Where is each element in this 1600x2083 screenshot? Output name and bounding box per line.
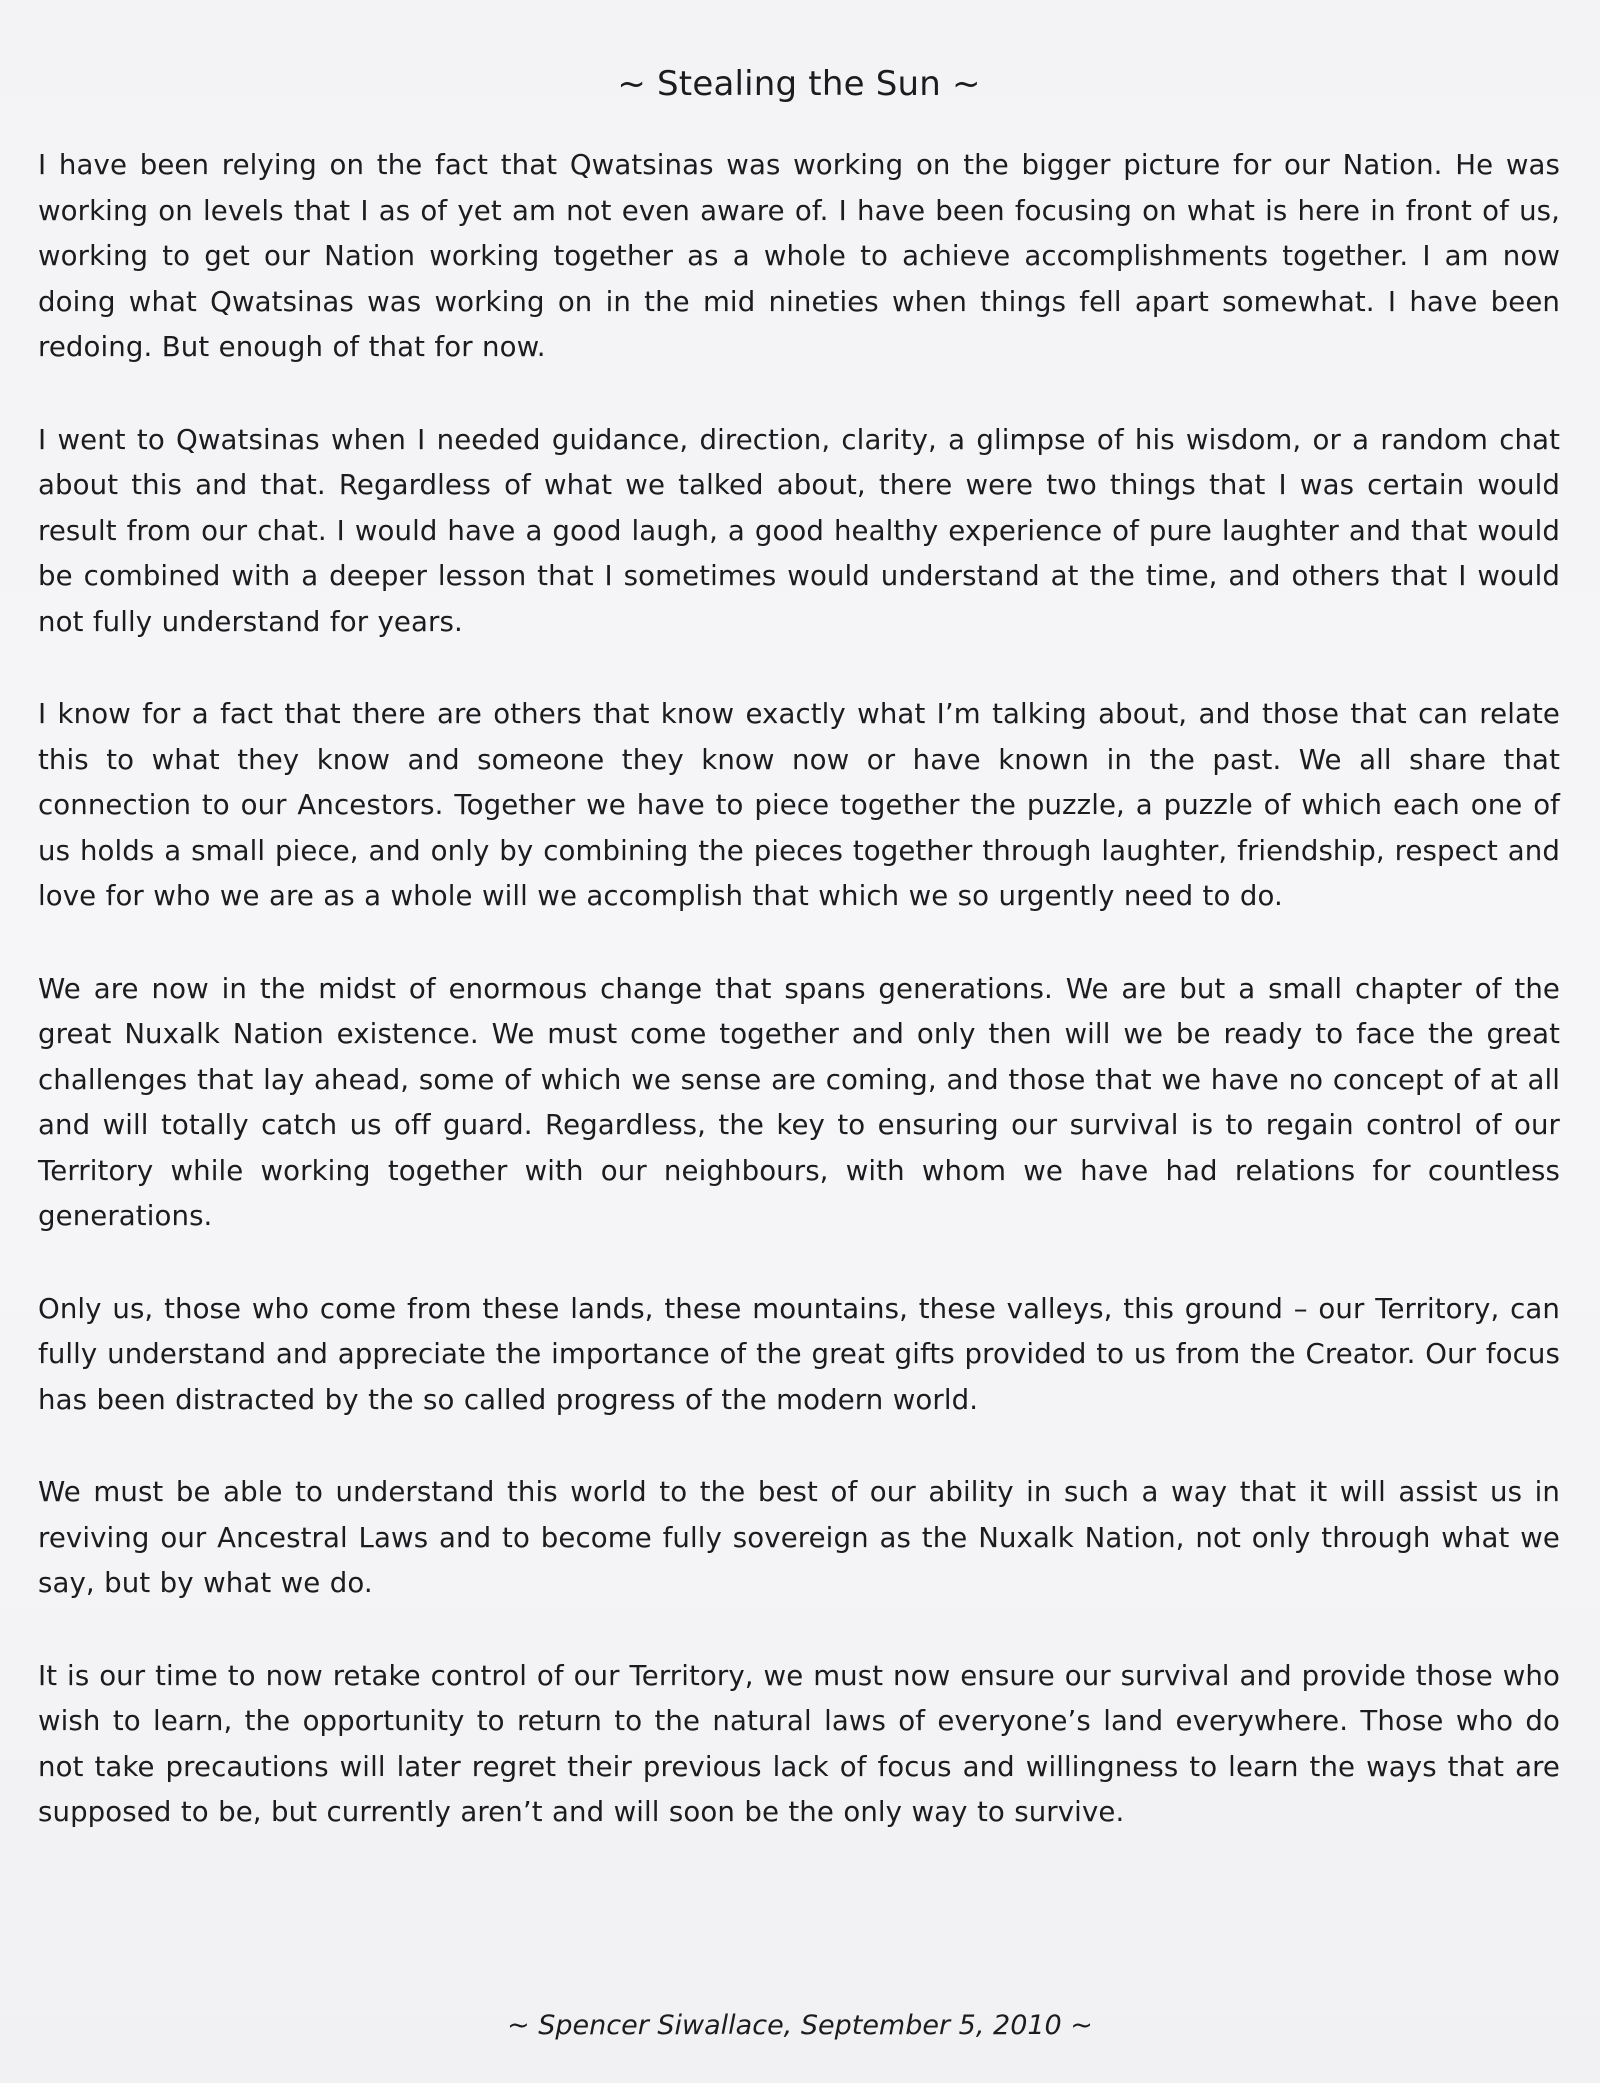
- paragraph-4: We are now in the midst of enormous change that spans generations. We are but a small chapter of the great Nuxalk Nation existence. We must come together and only then will we be ready to face the great challenges that lay ahead, some of which we sense are coming, and those that we have no concept of at all and will totally catch us off guard. Regardless, the key to ensuring our survival is to regain control of our Territory while working together with our neighbours, with whom we have had relations for countless generations.: [38, 971, 1560, 1232]
- paragraph-1: I have been relying on the fact that Qwatsinas was working on the bigger picture for our Nation. He was working on levels that I as of yet am not even aware of. I have been focusing on what is here in front of us, working to get our Nation working together as a whole to achieve accomplishments together. I am now doing what Qwatsinas was working on in the mid nineties when things fell apart somewhat. I have been redoing. But enough of that for now.: [38, 148, 1560, 363]
- paragraph-5: Only us, those who come from these lands, these mountains, these valleys, this ground – our Territory, can fully understand and appreciate the importance of the great gifts provided to us from the Creator. Our focus has been distracted by the so called progress of the modern world.: [38, 1291, 1560, 1416]
- paragraph-6: We must be able to understand this world to the best of our ability in such a way that it will assist us in reviving our Ancestral Laws and to become fully sovereign as the Nuxalk Nation, not only through what we say, but by what we do.: [38, 1475, 1560, 1599]
- document-title: ~ Stealing the Sun ~: [617, 64, 981, 104]
- paragraph-3: I know for a fact that there are others that know exactly what I’m talking about, and those that can relate this to what they know and someone they know now or have known in the past. We all share that connection to our Ancestors. Together we have to piece together the puzzle, a puzzle of which each one of us holds a small piece, and only by combining the pieces together through laughter, friendship, respect and love for who we are as a whole will we accomplish that which we so urgently need to do.: [38, 697, 1560, 912]
- paragraph-2: I went to Qwatsinas when I needed guidance, direction, clarity, a glimpse of his wisdom, or a random chat about this and that. Regardless of what we talked about, there were two things that I was certain would result from our chat. I would have a good laugh, a good healthy experience of pure laughter and that would be combined with a deeper lesson that I sometimes would understand at the time, and others that I would not fully understand for years.: [38, 422, 1560, 638]
- paragraph-7: It is our time to now retake control of our Territory, we must now ensure our survival and provide those who wish to learn, the opportunity to return to the natural laws of everyone’s land everywhere. Those who do not take precautions will later regret their previous lack of focus and willingness to learn the ways that are supposed to be, but currently aren’t and will soon be the only way to survive.: [38, 1658, 1560, 1828]
- signature-line: ~ Spencer Siwallace, September 5, 2010 ~: [507, 2010, 1093, 2041]
